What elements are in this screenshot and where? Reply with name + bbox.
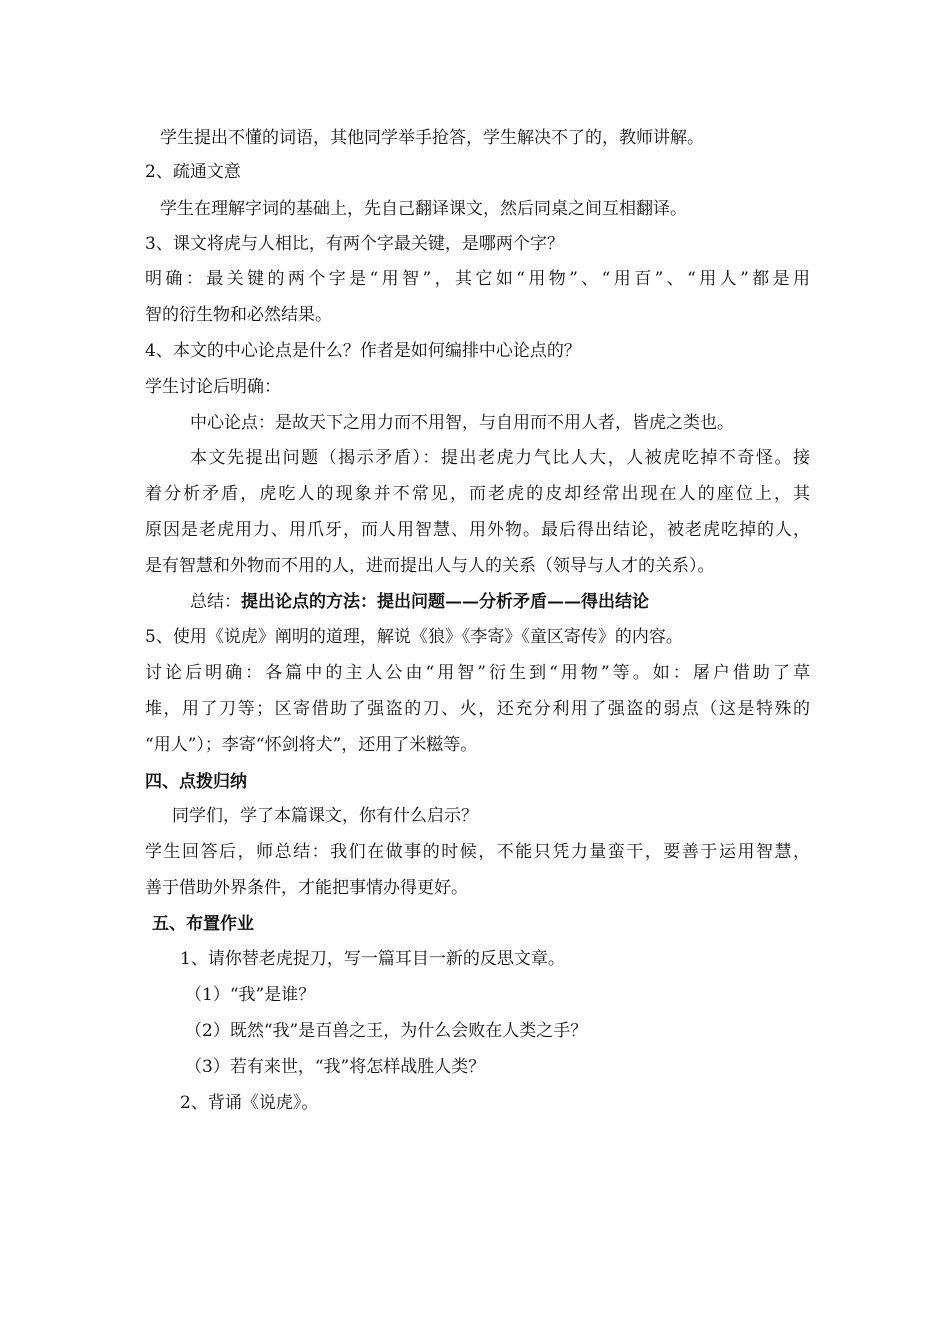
paragraph-line: 着分析矛盾，虎吃人的现象并不常见，而老虎的皮却经常出现在人的座位上，其: [145, 484, 810, 504]
summary-line: [190, 590, 855, 614]
paragraph-line: 是有智慧和外物而不用的人，进而提出人与人的关系（领导与人才的关系）。: [145, 556, 715, 576]
assignment-subitem: （3）若有来世，“我”将怎样战胜人类？: [185, 1057, 486, 1077]
central-argument: 中心论点：是故天下之用力而不用智，与自用而不用人者，皆虎之类也。: [190, 413, 734, 433]
discussion-line: 堆，用了刀等；区寄借助了强盗的刀、火，还充分利用了强盗的弱点（这是特殊的: [145, 699, 810, 719]
text-line: 善于借助外界条件，才能把事情办得更好。: [145, 878, 468, 898]
text-line: 学生在理解字词的基础上，先自己翻译课文，然后同桌之间互相翻译。: [160, 199, 687, 219]
section-heading-4: 四、点拨归纳: [145, 772, 247, 792]
summary-text: 提出论点的方法：提出问题——分析矛盾——得出结论: [241, 592, 649, 612]
text-line: 学生回答后，师总结：我们在做事的时候，不能只凭力量蛮干，要善于运用智慧，: [145, 842, 810, 862]
question: 4、本文的中心论点是什么？作者是如何编排中心论点的？: [145, 341, 581, 361]
assignment-item: 1、请你替老虎捉刀，写一篇耳目一新的反思文章。: [180, 949, 565, 969]
answer-line: 智的衍生物和必然结果。: [145, 305, 332, 325]
question: 5、使用《说虎》阐明的道理，解说《狼》《李寄》《童区寄传》的内容。: [145, 627, 683, 647]
answer-line: 明确：最关键的两个字是“用智”，其它如“用物”、“用百”、“用人”都是用: [145, 269, 810, 289]
paragraph-line: 原因是老虎用力、用爪牙，而人用智慧、用外物。最后得出结论，被老虎吃掉的人，: [145, 520, 810, 540]
section-heading-5: 五、布置作业: [152, 914, 254, 934]
assignment-subitem: （1）“我”是谁？: [185, 985, 316, 1005]
summary-label: 总结：: [190, 592, 241, 612]
question: 3、课文将虎与人相比，有两个字最关键，是哪两个字？: [145, 234, 564, 254]
paragraph-line: 本文先提出问题（揭示矛盾）：提出老虎力气比人大，人被虎吃掉不奇怪。接: [190, 448, 810, 468]
subheading: 2、疏通文意: [145, 162, 241, 182]
text-line: 同学们，学了本篇课文，你有什么启示？: [172, 806, 478, 826]
discussion-line: “用人”）；李寄“怀剑将犬”，还用了米糍等。: [145, 735, 478, 755]
discussion-line: 讨论后明确：各篇中的主人公由“用智”衍生到“用物”等。如：屠户借助了草: [145, 663, 810, 683]
text-line: 学生讨论后明确：: [145, 377, 281, 397]
assignment-item: 2、背诵《说虎》。: [180, 1093, 319, 1113]
text-line: 学生提出不懂的词语，其他同学举手抢答，学生解决不了的，教师讲解。: [160, 128, 704, 148]
assignment-subitem: （2）既然“我”是百兽之王，为什么会败在人类之手？: [185, 1021, 588, 1041]
